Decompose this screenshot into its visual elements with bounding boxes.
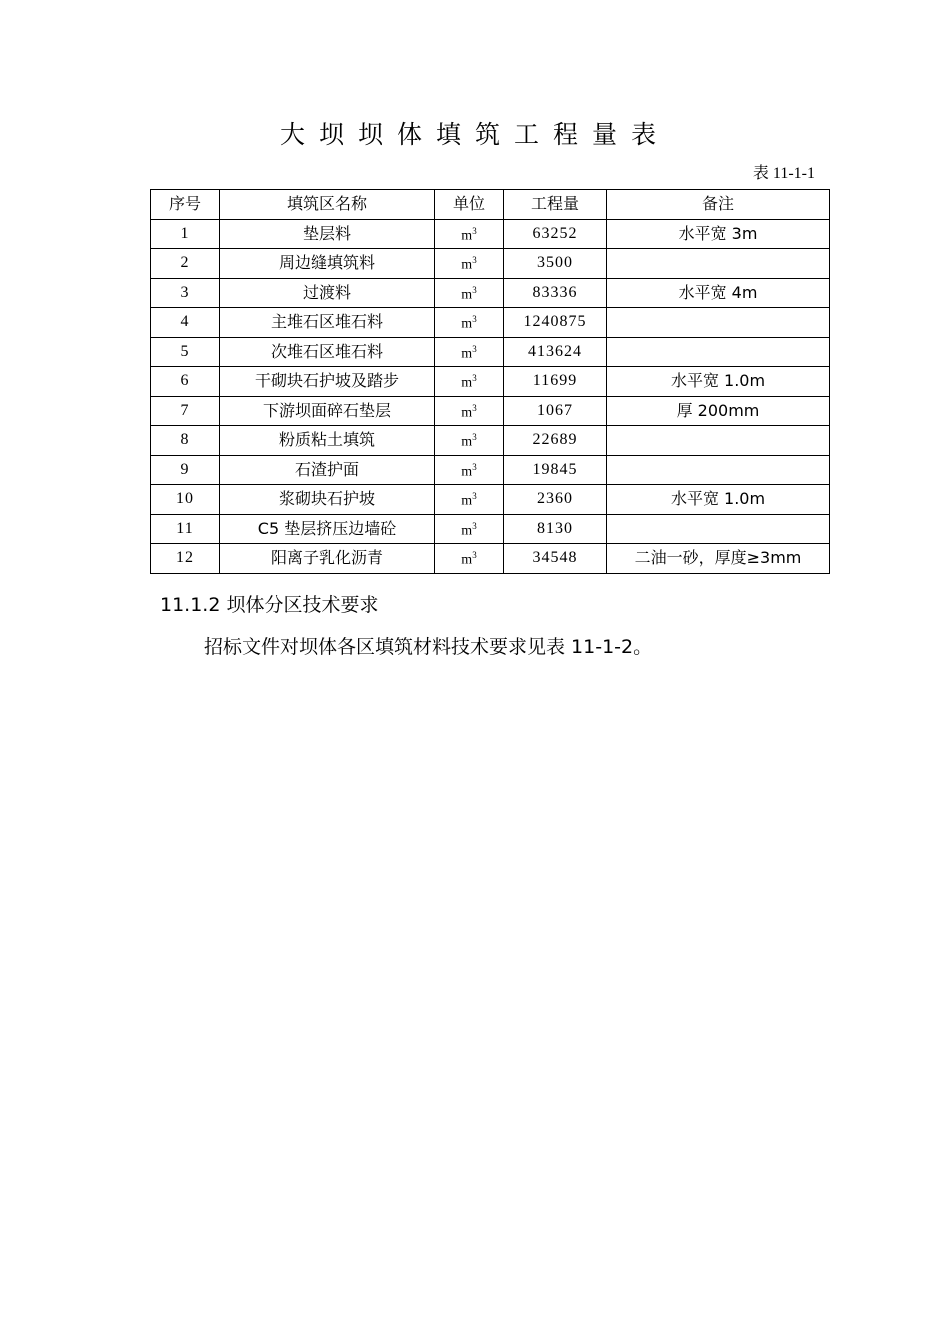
table-row <box>151 544 830 574</box>
unit-exponent: 3 <box>472 343 477 354</box>
table-body <box>151 219 830 573</box>
cell-unit <box>435 367 504 397</box>
cell-note <box>607 426 830 456</box>
unit-exponent: 3 <box>472 373 477 384</box>
cell-note <box>607 455 830 485</box>
cell-quantity: 1067 <box>504 396 607 426</box>
cell-unit <box>435 426 504 456</box>
cell-name: 粉质粘土填筑 <box>220 426 435 456</box>
table-row <box>151 396 830 426</box>
header-note: 备注 <box>607 190 830 220</box>
cell-name: 次堆石区堆石料 <box>220 337 435 367</box>
cell-note <box>607 249 830 279</box>
section-heading: 11.1.2 坝体分区技术要求 <box>160 594 379 616</box>
cell-quantity: 8130 <box>504 514 607 544</box>
quantity-table <box>150 189 830 574</box>
cell-unit <box>435 514 504 544</box>
cell-no: 5 <box>151 337 220 367</box>
cell-unit <box>435 337 504 367</box>
body-paragraph: 招标文件对坝体各区填筑材料技术要求见表 11-1-2。 <box>204 636 653 658</box>
unit-exponent: 3 <box>472 461 477 472</box>
cell-quantity: 19845 <box>504 455 607 485</box>
unit-base: m <box>461 523 473 539</box>
table-row <box>151 219 830 249</box>
cell-quantity: 83336 <box>504 278 607 308</box>
cell-note: 水平宽 3m <box>607 219 830 249</box>
header-name: 填筑区名称 <box>220 190 435 220</box>
cell-no: 11 <box>151 514 220 544</box>
page-title: 大坝坝体填筑工程量表 <box>279 120 670 149</box>
cell-quantity: 63252 <box>504 219 607 249</box>
cell-unit <box>435 308 504 338</box>
unit-base: m <box>461 346 473 362</box>
cell-name: 干砌块石护坡及踏步 <box>220 367 435 397</box>
cell-name: 主堆石区堆石料 <box>220 308 435 338</box>
cell-unit <box>435 485 504 515</box>
cell-note: 水平宽 4m <box>607 278 830 308</box>
unit-base: m <box>461 405 473 421</box>
cell-no: 12 <box>151 544 220 574</box>
cell-name: 下游坝面碎石垫层 <box>220 396 435 426</box>
unit-exponent: 3 <box>472 225 477 236</box>
unit-base: m <box>461 435 473 451</box>
unit-exponent: 3 <box>472 255 477 266</box>
cell-note: 厚 200mm <box>607 396 830 426</box>
cell-no: 1 <box>151 219 220 249</box>
cell-quantity: 2360 <box>504 485 607 515</box>
cell-name: C5 垫层挤压边墙砼 <box>220 514 435 544</box>
cell-note <box>607 337 830 367</box>
unit-exponent: 3 <box>472 314 477 325</box>
cell-name: 过渡料 <box>220 278 435 308</box>
cell-unit <box>435 455 504 485</box>
table-row <box>151 249 830 279</box>
cell-name: 浆砌块石护坡 <box>220 485 435 515</box>
cell-no: 3 <box>151 278 220 308</box>
header-quantity: 工程量 <box>504 190 607 220</box>
table-row <box>151 308 830 338</box>
cell-no: 8 <box>151 426 220 456</box>
cell-unit <box>435 219 504 249</box>
cell-note <box>607 514 830 544</box>
cell-unit <box>435 396 504 426</box>
unit-base: m <box>461 553 473 569</box>
unit-exponent: 3 <box>472 432 477 443</box>
cell-quantity: 3500 <box>504 249 607 279</box>
cell-quantity: 413624 <box>504 337 607 367</box>
table-row <box>151 426 830 456</box>
cell-note: 水平宽 1.0m <box>607 485 830 515</box>
unit-exponent: 3 <box>472 491 477 502</box>
header-unit: 单位 <box>435 190 504 220</box>
table-row <box>151 485 830 515</box>
cell-quantity: 22689 <box>504 426 607 456</box>
unit-base: m <box>461 228 473 244</box>
cell-quantity: 34548 <box>504 544 607 574</box>
cell-quantity: 1240875 <box>504 308 607 338</box>
cell-name: 阳离子乳化沥青 <box>220 544 435 574</box>
cell-note: 水平宽 1.0m <box>607 367 830 397</box>
cell-note <box>607 308 830 338</box>
cell-no: 6 <box>151 367 220 397</box>
cell-name: 周边缝填筑料 <box>220 249 435 279</box>
cell-no: 9 <box>151 455 220 485</box>
cell-unit <box>435 278 504 308</box>
cell-name: 石渣护面 <box>220 455 435 485</box>
unit-base: m <box>461 258 473 274</box>
table-row <box>151 337 830 367</box>
cell-note: 二油一砂，厚度≥3mm <box>607 544 830 574</box>
table-row <box>151 278 830 308</box>
cell-unit <box>435 249 504 279</box>
cell-quantity: 11699 <box>504 367 607 397</box>
unit-base: m <box>461 494 473 510</box>
table-row <box>151 367 830 397</box>
cell-no: 2 <box>151 249 220 279</box>
header-no: 序号 <box>151 190 220 220</box>
unit-exponent: 3 <box>472 402 477 413</box>
cell-unit <box>435 544 504 574</box>
cell-no: 10 <box>151 485 220 515</box>
unit-base: m <box>461 376 473 392</box>
table-row <box>151 514 830 544</box>
unit-base: m <box>461 464 473 480</box>
table-header-row <box>151 190 830 220</box>
unit-exponent: 3 <box>472 520 477 531</box>
cell-no: 7 <box>151 396 220 426</box>
cell-name: 垫层料 <box>220 219 435 249</box>
table-row <box>151 455 830 485</box>
unit-base: m <box>461 287 473 303</box>
unit-exponent: 3 <box>472 550 477 561</box>
table-number: 表 11-1-1 <box>752 165 815 182</box>
cell-no: 4 <box>151 308 220 338</box>
unit-base: m <box>461 317 473 333</box>
unit-exponent: 3 <box>472 284 477 295</box>
